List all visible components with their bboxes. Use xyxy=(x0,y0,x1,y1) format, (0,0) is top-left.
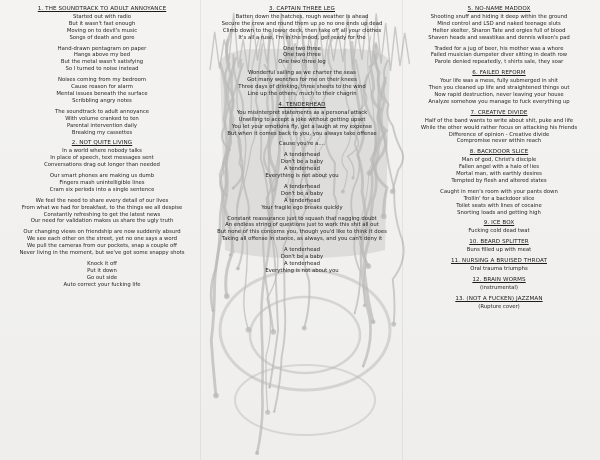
stanza xyxy=(404,189,594,217)
lyric-line: Fingers mash unintelligible lines xyxy=(59,179,145,186)
lyric-line: Breaking my cassettes xyxy=(71,129,133,136)
stanza xyxy=(404,228,594,235)
stanza xyxy=(8,77,196,105)
song-block xyxy=(404,277,594,292)
stanza xyxy=(404,157,594,185)
song-title: 11. NURSING A BRUISED THROAT xyxy=(450,258,547,265)
lyric-line: Traded for a jug of beer, his mother was a whore xyxy=(434,45,564,52)
lyric-line: Mortal man, with earthly desires xyxy=(456,171,542,178)
stanza xyxy=(204,141,400,148)
lyric-line: While the other would rather focus on attacking his friends xyxy=(420,124,578,131)
lyric-line: In place of speech, text messages sent xyxy=(50,155,154,162)
lyric-line: Climb down to the lower deck, then take off all your clothes xyxy=(222,27,382,34)
lyric-line: You let your emotions fly, get a laugh at my expense xyxy=(231,123,373,130)
lyric-line: A tenderhead xyxy=(284,261,320,267)
lyric-line: An endless string of questions just to work this shit all out xyxy=(225,222,379,229)
song-block xyxy=(8,6,196,136)
artwork-stroke xyxy=(235,365,375,435)
song-title: 5. NO-NAME MADDOX xyxy=(467,6,531,12)
artwork-stroke xyxy=(302,326,307,331)
song-block xyxy=(404,6,594,66)
song-block xyxy=(404,70,594,106)
lyric-line: We feel the need to share every detail of our lives xyxy=(35,197,169,204)
song-title: 4. TENDERHEAD xyxy=(278,101,326,108)
lyric-line: But when it comes back to you, you always take offense xyxy=(227,130,377,137)
stanza xyxy=(404,266,594,273)
lyric-line: Your fragile ego breaks quickly xyxy=(261,204,343,211)
stanza xyxy=(204,110,400,138)
song-title: 10. BEARD SPLITTER xyxy=(469,239,529,246)
lyric-line: Unwilling to accept a joke without getting upset xyxy=(238,116,366,123)
stanza xyxy=(404,118,594,146)
stanza xyxy=(404,46,594,67)
song-block xyxy=(404,110,594,146)
stanza xyxy=(204,152,400,180)
song-block xyxy=(204,6,400,98)
song-block xyxy=(404,149,594,216)
lyric-line: We see each other on the street, yet no one says a word xyxy=(26,236,178,243)
stanza xyxy=(204,247,400,275)
lyric-line: Started out with radio xyxy=(72,13,132,20)
lyric-line: You misinterpret statements as a personal attack xyxy=(236,109,368,116)
stanza xyxy=(8,261,196,289)
lyric-line: With volume cranked to ten xyxy=(65,115,139,122)
lyric-line: Half of the band wants to write about shit, puke and life xyxy=(424,117,574,124)
lyric-line: One two three xyxy=(283,45,321,52)
lyric-line: Batten down the hatches, rough weather is ahead xyxy=(235,13,369,20)
lyric-line: Everything is not about you xyxy=(265,173,339,180)
lyric-line: Don't be a baby xyxy=(280,254,324,261)
lyric-line: Trollin' for a backdoor slice xyxy=(463,195,535,202)
lyric-line: Analyze somehow you manage to fuck everything up xyxy=(428,98,570,105)
lyric-line: Three days of drinking, three sheets to the wind xyxy=(238,84,366,91)
lyric-line: Difference of opinion - Creative divide xyxy=(448,131,550,138)
lyric-line: Wonderful sailing as we charter the seas xyxy=(248,70,356,77)
stanza xyxy=(204,70,400,98)
stanza xyxy=(204,184,400,212)
lyric-line: Our need for validation makes us share the ugly truth xyxy=(30,218,174,225)
stanza xyxy=(8,109,196,137)
stanza xyxy=(8,14,196,42)
lyric-line: (Rupture cover) xyxy=(478,303,520,310)
lyric-line: Cause you're a.... xyxy=(278,141,326,148)
lyric-line: Our changing views on friendship are now suddenly absurd xyxy=(23,229,181,236)
stanza xyxy=(8,198,196,226)
song-title: 13. (NOT A FUCKEN) JAZZMAN xyxy=(455,295,543,302)
lyric-line: In a world where nobody talks xyxy=(62,148,142,155)
lyric-line: (instrumental) xyxy=(480,284,518,291)
lyric-line: Cram six periods into a single sentence xyxy=(49,186,155,193)
stanza xyxy=(8,229,196,257)
artwork-stroke xyxy=(224,293,230,299)
lyric-line: Hangs above my bed xyxy=(73,52,131,59)
song-title: 7. CREATIVE DIVIDE xyxy=(470,109,528,116)
lyric-line: Now rapid destruction, never leaving your house xyxy=(434,91,564,98)
lyric-line: A tenderhead xyxy=(284,152,320,159)
lyric-line: Line up the others, much to their chagrin xyxy=(247,90,357,97)
lyric-line: Parole denied repeatedly, t shirts sale, they soar xyxy=(434,59,564,66)
stanza xyxy=(204,216,400,244)
artwork-stroke xyxy=(362,365,364,367)
artwork-stroke xyxy=(391,322,396,327)
lyric-line: The soundtrack to adult annoyance xyxy=(54,108,150,115)
lyric-line: Tempted by flesh and altered states xyxy=(451,177,547,184)
lyric-line: Toilet seats with lines of cocaine xyxy=(456,202,542,209)
lyric-line: From what we had for breakfast, to the things we all despise xyxy=(21,204,183,211)
artwork-stroke xyxy=(265,410,270,415)
lyric-line: Put it down xyxy=(87,267,117,274)
lyric-line: One two three leg xyxy=(278,59,326,66)
lyric-line: Compromise never within reach xyxy=(456,138,542,145)
lyric-line: Auto correct your fucking life xyxy=(63,281,141,288)
artwork-stroke xyxy=(255,451,259,455)
song-title: 9. ICE BOX xyxy=(483,220,515,227)
song-block xyxy=(8,140,196,288)
song-title: 6. FAILED REFORM xyxy=(472,70,526,77)
stanza xyxy=(8,148,196,169)
lyric-line: Then you cleaned up life and straightened things out xyxy=(428,85,570,92)
lyric-line: Mind control and LSD and naked teenage sluts xyxy=(437,20,561,27)
stanza xyxy=(204,46,400,67)
lyric-line: Scribbling angry notes xyxy=(72,97,132,104)
artwork-stroke xyxy=(212,309,215,312)
artwork-stroke xyxy=(363,304,367,308)
lyric-line: Hand-drawn pentagram on paper xyxy=(57,45,147,52)
song-title: 3. CAPTAIN THREE LEG xyxy=(269,6,335,12)
lyric-line: Fallen angel with a halo of lies xyxy=(458,164,540,171)
lyric-line: But none of this concerns you, though you'd like to think it does xyxy=(217,229,387,236)
song-title: 12. BRAIN WORMS xyxy=(472,276,526,283)
lyric-line: Shaven heads and swastikas and dennis wilson's pad xyxy=(428,34,570,41)
lyric-line: Knock it off xyxy=(87,261,117,267)
lyric-line: Never living in the moment, but we've got some snappy shots xyxy=(19,250,185,257)
fold-line-left xyxy=(200,0,201,460)
stanza xyxy=(8,173,196,194)
stanza xyxy=(404,14,594,42)
lyric-line: So I turned to noise instead xyxy=(65,66,139,73)
lyric-line: Constant reassurance just to squash that nagging doubt xyxy=(227,215,377,222)
artwork-stroke xyxy=(250,297,360,373)
song-title: 2. NOT QUITE LIVING xyxy=(71,140,133,147)
stanza xyxy=(8,46,196,74)
lyric-line: Our smart phones are making us dumb xyxy=(49,173,155,180)
lyric-line: Songs of death and gore xyxy=(69,34,135,41)
lyric-line: Helter skelter, Sharon Tate and orgies full of blood xyxy=(432,27,566,34)
lyric-line: Got many wenches for me on their knees xyxy=(247,77,357,84)
stanza xyxy=(404,304,594,311)
lyric-line: Parental intervention daily xyxy=(67,122,137,129)
lyric-line: A tenderhead xyxy=(284,183,320,190)
stanza xyxy=(404,78,594,106)
lyric-line: Shooting snuff and hiding it deep within the ground xyxy=(430,13,568,20)
stanza xyxy=(204,14,400,42)
lyric-line: We pull the cameras from our pockets, snap a couple off xyxy=(27,243,177,250)
lyrics-column-1 xyxy=(8,6,196,293)
lyric-line: Taking all offense in stance, as always, and you can't deny it xyxy=(221,236,383,243)
song-block xyxy=(204,102,400,275)
lyric-line: Secure the crew and round them up so no one ends up dead xyxy=(221,20,383,27)
lyric-line: A tenderhead xyxy=(284,247,320,254)
lyric-line: Man of god, Christ's disciple xyxy=(461,157,537,164)
lyric-line: Snorting loads and getting high xyxy=(457,209,541,216)
lyrics-column-2 xyxy=(204,6,400,279)
stanza xyxy=(404,285,594,292)
lyric-line: But the metal wasn't satisfying xyxy=(60,59,144,66)
lyrics-column-3 xyxy=(404,6,594,315)
artwork-stroke xyxy=(273,410,275,412)
lyric-line: Your life was a mess, fully submerged in shit xyxy=(440,78,558,85)
lyric-line: Caught in men's room with your pants down xyxy=(440,188,558,195)
lyric-line: Moving on to devil's music xyxy=(66,27,138,34)
song-title: 1. THE SOUNDTRACK TO ADULT ANNOYANCE xyxy=(37,6,167,12)
artwork-stroke xyxy=(270,329,276,335)
stanza xyxy=(404,247,594,254)
song-block xyxy=(404,258,594,273)
lyric-line: One two three xyxy=(283,52,321,59)
lyric-line: A tenderhead xyxy=(284,197,320,204)
song-block xyxy=(404,220,594,235)
fold-line-right xyxy=(402,0,403,460)
lyric-line: Oral trauma triumphs xyxy=(470,266,528,272)
lyric-line: Cause reason for alarm xyxy=(71,84,133,91)
lyric-line: Conversations drag out longer than needed xyxy=(44,162,160,169)
lyric-line: Go out side xyxy=(86,274,118,281)
lyric-line: Buns filled up with meat xyxy=(466,247,532,254)
song-block xyxy=(404,239,594,254)
lyric-line: Don't be a baby xyxy=(280,159,324,166)
lyric-line: Everything is not about you xyxy=(265,267,339,274)
lyric-line: It's all a ruse, I'm in the mood, get ready for the xyxy=(238,34,366,41)
lyric-line: Don't be a baby xyxy=(280,190,324,197)
song-block xyxy=(404,296,594,311)
lyric-line: But it wasn't fast enough xyxy=(68,20,136,27)
lyric-line: A tenderhead xyxy=(284,166,320,173)
artwork-stroke xyxy=(213,393,219,399)
song-title: 8. BACKDOOR SLICE xyxy=(469,149,529,156)
lyric-line: Failed musician dumpster diver sitting in death row xyxy=(430,52,568,59)
artwork-stroke xyxy=(354,312,356,314)
lyric-line: Noises coming from my bedroom xyxy=(58,77,146,84)
lyric-line: Fucking cold dead twat xyxy=(468,228,530,235)
lyric-line: Constantly refreshing to get the latest news xyxy=(43,211,161,218)
lyric-line: Mental issues beneath the surface xyxy=(56,90,148,97)
